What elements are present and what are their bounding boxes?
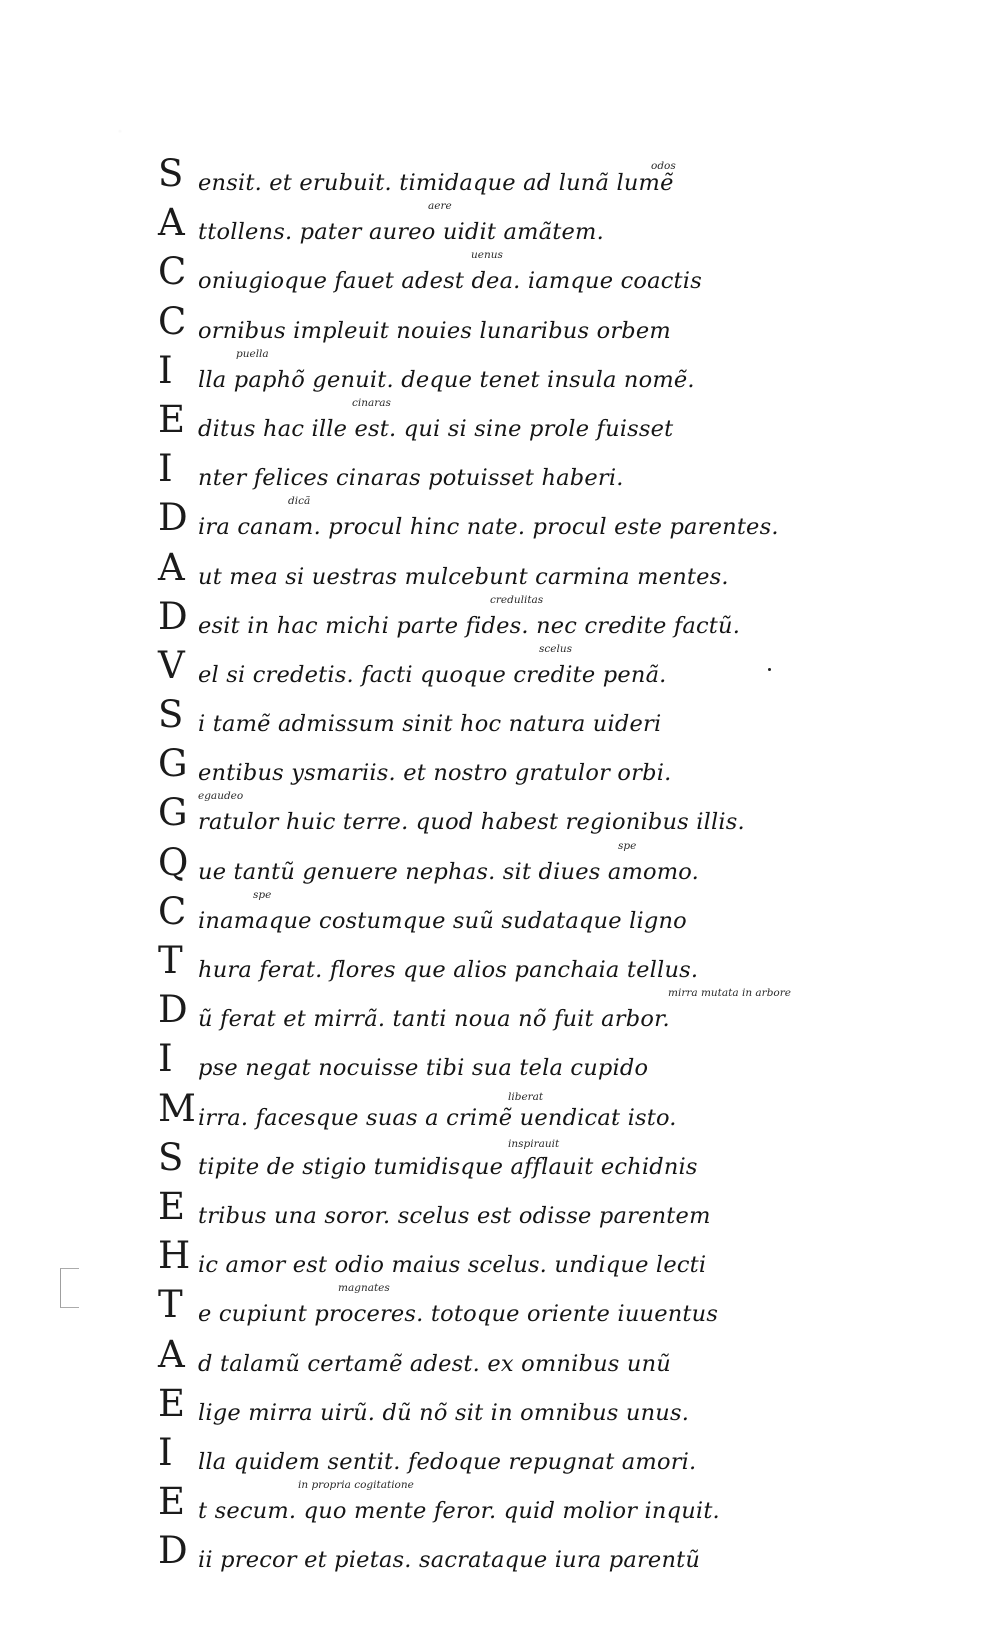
verse-line <box>158 1183 818 1232</box>
interlinear-gloss: magnates <box>338 1282 390 1295</box>
verse-initial: I <box>158 348 173 392</box>
verse-initial: E <box>158 397 186 441</box>
verse-text: lige mirra uirũ. dũ nõ sit in omnibus unus. <box>198 1399 690 1426</box>
verse-text: lla paphõ genuit. deque tenet insula nomẽ. <box>198 366 695 393</box>
verse-line <box>158 1281 818 1330</box>
interlinear-gloss: uenus <box>471 249 503 262</box>
verse-text: ut mea si uestras mulcebunt carmina mentes. <box>198 563 729 590</box>
verse-text: t secum. quo mente feror. quid molior inquit. <box>198 1498 720 1525</box>
verse-initial: G <box>158 791 188 835</box>
verse-text: ũ ferat et mirrã. tanti noua nõ fuit arbor. <box>198 1006 670 1033</box>
interlinear-gloss: inspirauit <box>508 1137 560 1150</box>
interlinear-gloss: puella <box>236 347 269 360</box>
verse-line <box>158 740 818 789</box>
verse-initial: E <box>158 1381 186 1425</box>
verse-initial: G <box>158 742 188 786</box>
verse-text: ratulor huic terre. quod habest regionibus illis. <box>198 809 745 836</box>
interlinear-gloss: aere <box>428 200 452 213</box>
verse-line <box>158 1380 818 1429</box>
verse-line <box>158 494 818 543</box>
verse-text: ue tantũ genuere nephas. sit diues amomo. <box>198 858 699 885</box>
interlinear-gloss: spe <box>253 888 272 901</box>
verse-line <box>158 1134 818 1183</box>
verse-text: oniugioque fauet adest dea. iamque coactis <box>198 268 702 295</box>
verse-text: pse negat nocuisse tibi sua tela cupido <box>198 1055 649 1082</box>
verse-initial: T <box>158 939 183 982</box>
verse-line <box>158 888 818 937</box>
verse-line <box>158 199 818 248</box>
verse-initial: M <box>158 1086 196 1130</box>
verse-text: ic amor est odio maius scelus. undique lecti <box>198 1252 707 1279</box>
verse-text: lla quidem sentit. fedoque repugnat amori. <box>198 1448 697 1475</box>
verse-line <box>158 248 818 297</box>
verse-text: tribus una soror. scelus est odisse parentem <box>198 1202 711 1229</box>
verse-line <box>158 445 818 494</box>
verse-line <box>158 1035 818 1084</box>
verse-lines <box>158 150 818 1576</box>
verse-initial: A <box>158 201 185 245</box>
interlinear-gloss: spe <box>618 839 637 852</box>
interlinear-gloss: in propria cogitatione <box>298 1479 414 1492</box>
interlinear-gloss: credulitas <box>490 593 544 606</box>
verse-initial: I <box>158 447 173 491</box>
verse-line <box>158 839 818 888</box>
verse-text: ensit. et erubuit. timidaque ad lunã lumẽ <box>198 170 674 196</box>
verse-text: nter felices cinaras potuisset haberi. <box>198 465 624 492</box>
verse-text: ira canam. procul hinc nate. procul este parentes. <box>198 514 779 541</box>
verse-line <box>158 1232 818 1281</box>
verse-initial: D <box>158 496 188 540</box>
verse-text: e cupiunt proceres. totoque oriente iuuentus <box>198 1301 719 1328</box>
interlinear-gloss: scelus <box>539 642 572 655</box>
interlinear-gloss: dicã <box>288 495 311 508</box>
verse-line <box>158 789 818 838</box>
verse-text: ii precor et pietas. sacrataque iura parentũ <box>198 1547 701 1574</box>
verse-line <box>158 1429 818 1478</box>
interlinear-gloss: odos <box>651 160 676 172</box>
verse-text: hura ferat. flores que alios panchaia tellus. <box>198 957 699 983</box>
interlinear-gloss: egaudeo <box>198 790 244 803</box>
verse-line <box>158 1331 818 1380</box>
verse-text: inamaque costumque suũ sudataque ligno <box>198 907 687 934</box>
verse-line <box>158 1527 818 1576</box>
verse-line <box>158 691 818 740</box>
verse-initial: C <box>158 889 187 933</box>
verse-text: ornibus impleuit nouies lunaribus orbem <box>198 317 671 344</box>
verse-text: el si credetis. facti quoque credite penã. <box>198 661 667 688</box>
verse-text: esit in hac michi parte fides. nec credite factũ. <box>198 612 741 639</box>
verse-text: irra. facesque suas a crimẽ uendicat isto. <box>198 1104 677 1131</box>
verse-line <box>158 1478 818 1527</box>
verse-initial: C <box>158 250 187 294</box>
verse-initial: E <box>158 1184 186 1228</box>
verse-initial: C <box>158 299 187 343</box>
verse-initial: T <box>158 1283 183 1327</box>
interlinear-gloss: cinaras <box>352 396 391 409</box>
interlinear-gloss: mirra mutata in arbore <box>668 987 791 1000</box>
verse-line <box>158 642 818 691</box>
verse-line <box>158 298 818 347</box>
verse-initial: S <box>158 1135 184 1179</box>
verse-line <box>158 396 818 445</box>
verse-initial: D <box>158 1529 188 1573</box>
verse-initial: I <box>158 1037 173 1081</box>
verse-initial: H <box>158 1234 191 1278</box>
margin-bracket-mark <box>60 1268 79 1308</box>
verse-initial: S <box>158 693 184 737</box>
verse-initial: D <box>158 988 188 1032</box>
verse-line <box>158 1085 818 1134</box>
verse-text: ttollens. pater aureo uidit amãtem. <box>198 219 604 246</box>
verse-initial: A <box>158 545 185 589</box>
verse-text: tipite de stigio tumidisque afflauit echidnis <box>198 1153 698 1180</box>
verse-initial: S <box>158 152 184 195</box>
verse-line <box>158 347 818 396</box>
verse-line <box>158 544 818 593</box>
interlinear-gloss: liberat <box>508 1090 544 1103</box>
verse-text: ditus hac ille est. qui si sine prole fuisset <box>198 415 674 442</box>
verse-text: d talamũ certamẽ adest. ex omnibus unũ <box>198 1350 671 1377</box>
verse-initial: Q <box>158 840 189 884</box>
verse-initial: I <box>158 1430 173 1474</box>
verse-initial: E <box>158 1480 186 1524</box>
verse-initial: A <box>158 1332 185 1376</box>
verse-text: i tamẽ admissum sinit hoc natura uideri <box>198 711 662 738</box>
verse-line <box>158 150 818 199</box>
verse-text: entibus ysmariis. et nostro gratulor orbi. <box>198 760 672 787</box>
verse-line <box>158 593 818 642</box>
verse-initial: D <box>158 594 188 638</box>
verse-line <box>158 937 818 986</box>
verse-initial: V <box>158 643 185 687</box>
verse-line <box>158 986 818 1035</box>
